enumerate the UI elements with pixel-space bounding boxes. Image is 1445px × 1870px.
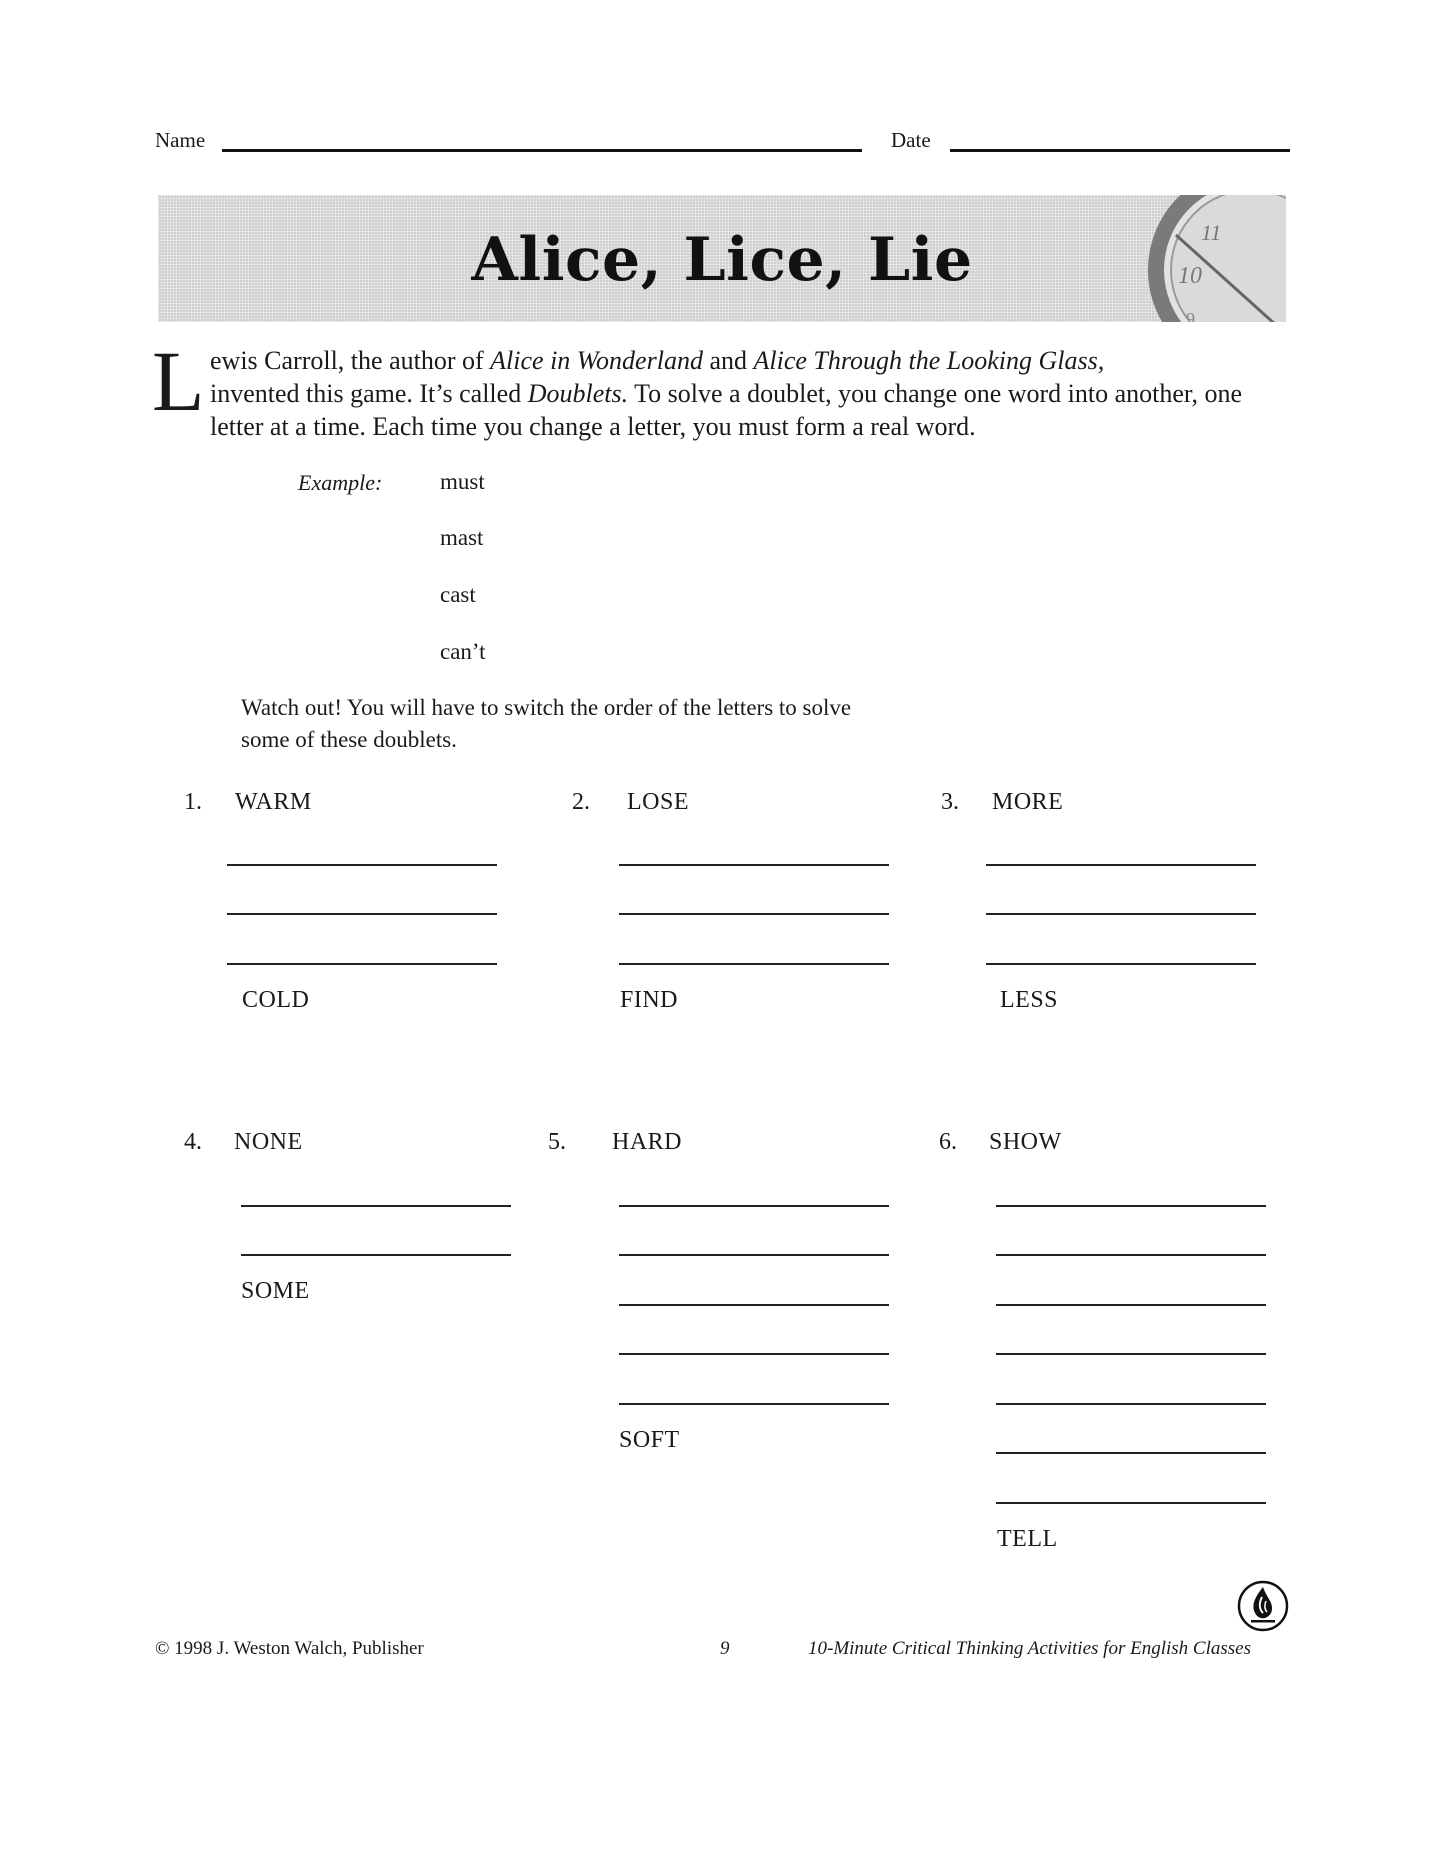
problem-number: 6. <box>939 1129 957 1155</box>
answer-blank[interactable] <box>227 864 497 866</box>
answer-blank[interactable] <box>619 1254 889 1256</box>
svg-text:9: 9 <box>1186 309 1195 329</box>
svg-text:11: 11 <box>1201 220 1222 245</box>
start-word: WARM <box>235 789 312 815</box>
answer-blank[interactable] <box>241 1205 511 1207</box>
example-label: Example: <box>298 470 383 495</box>
answer-blank[interactable] <box>619 1304 889 1306</box>
game-name: Doublets. <box>527 379 629 408</box>
intro-paragraph <box>210 344 1290 443</box>
example-word: must <box>440 469 485 494</box>
answer-blank[interactable] <box>619 864 889 866</box>
problem-number: 5. <box>548 1129 566 1155</box>
problem-number: 2. <box>572 789 590 815</box>
answer-blank[interactable] <box>619 1353 889 1355</box>
answer-blank[interactable] <box>227 913 497 915</box>
answer-blank[interactable] <box>619 1205 889 1207</box>
problem-number: 4. <box>184 1129 202 1155</box>
answer-blank[interactable] <box>996 1403 1266 1405</box>
answer-blank[interactable] <box>996 1254 1266 1256</box>
answer-blank[interactable] <box>986 913 1256 915</box>
warning-line: Watch out! You will have to switch the order of the letters to solve <box>241 695 852 720</box>
start-word: MORE <box>992 789 1064 815</box>
copyright: © 1998 J. Weston Walch, Publisher <box>155 1638 424 1659</box>
end-word: TELL <box>997 1526 1058 1552</box>
warning-line: some of these doublets. <box>241 727 457 752</box>
start-word: LOSE <box>627 789 689 815</box>
answer-blank[interactable] <box>996 1353 1266 1355</box>
book-title: 10-Minute Critical Thinking Activities for English Classes <box>808 1638 1251 1659</box>
problem-number: 1. <box>184 789 202 815</box>
answer-blank[interactable] <box>619 913 889 915</box>
example-word: cast <box>440 582 476 607</box>
example-word: can’t <box>440 639 486 664</box>
answer-blank[interactable] <box>619 1403 889 1405</box>
page-title: Alice, Lice, Lie <box>471 225 973 295</box>
answer-blank[interactable] <box>996 1452 1266 1454</box>
end-word: SOFT <box>619 1427 680 1453</box>
drop-cap: L <box>152 333 205 429</box>
start-word: NONE <box>234 1129 303 1155</box>
intro-text: and <box>702 346 754 375</box>
answer-blank[interactable] <box>996 1304 1266 1306</box>
end-word: FIND <box>620 987 679 1013</box>
title-banner <box>158 195 1286 329</box>
start-word: SHOW <box>989 1129 1062 1155</box>
start-word: HARD <box>612 1129 683 1155</box>
book-title-2: Alice Through the Looking Glass, <box>753 346 1105 375</box>
answer-blank[interactable] <box>986 864 1256 866</box>
warning-text <box>241 692 1041 756</box>
flame-logo-icon <box>1237 1579 1289 1633</box>
end-word: LESS <box>1000 987 1059 1013</box>
page-number: 9 <box>720 1638 730 1659</box>
intro-text: To solve a doublet, you change one word into another, one letter at a time. Each time you change a letter, you must form a real word. <box>210 379 1243 441</box>
answer-blank[interactable] <box>619 963 889 965</box>
end-word: SOME <box>241 1278 310 1304</box>
date-label: Date <box>891 128 931 152</box>
answer-blank[interactable] <box>241 1254 511 1256</box>
answer-blank[interactable] <box>986 963 1256 965</box>
answer-blank[interactable] <box>227 963 497 965</box>
date-field[interactable] <box>950 149 1290 152</box>
intro-text: ewis Carroll, the author of <box>210 346 491 375</box>
svg-text:10: 10 <box>1178 263 1202 289</box>
end-word: COLD <box>242 987 310 1013</box>
problem-number: 3. <box>941 789 959 815</box>
name-field[interactable] <box>222 149 862 152</box>
book-title-1: Alice in Wonderland <box>490 346 703 375</box>
answer-blank[interactable] <box>996 1502 1266 1504</box>
name-label: Name <box>155 128 206 152</box>
answer-blank[interactable] <box>996 1205 1266 1207</box>
intro-text: invented this game. It’s called <box>210 379 528 408</box>
example-word: mast <box>440 525 484 550</box>
